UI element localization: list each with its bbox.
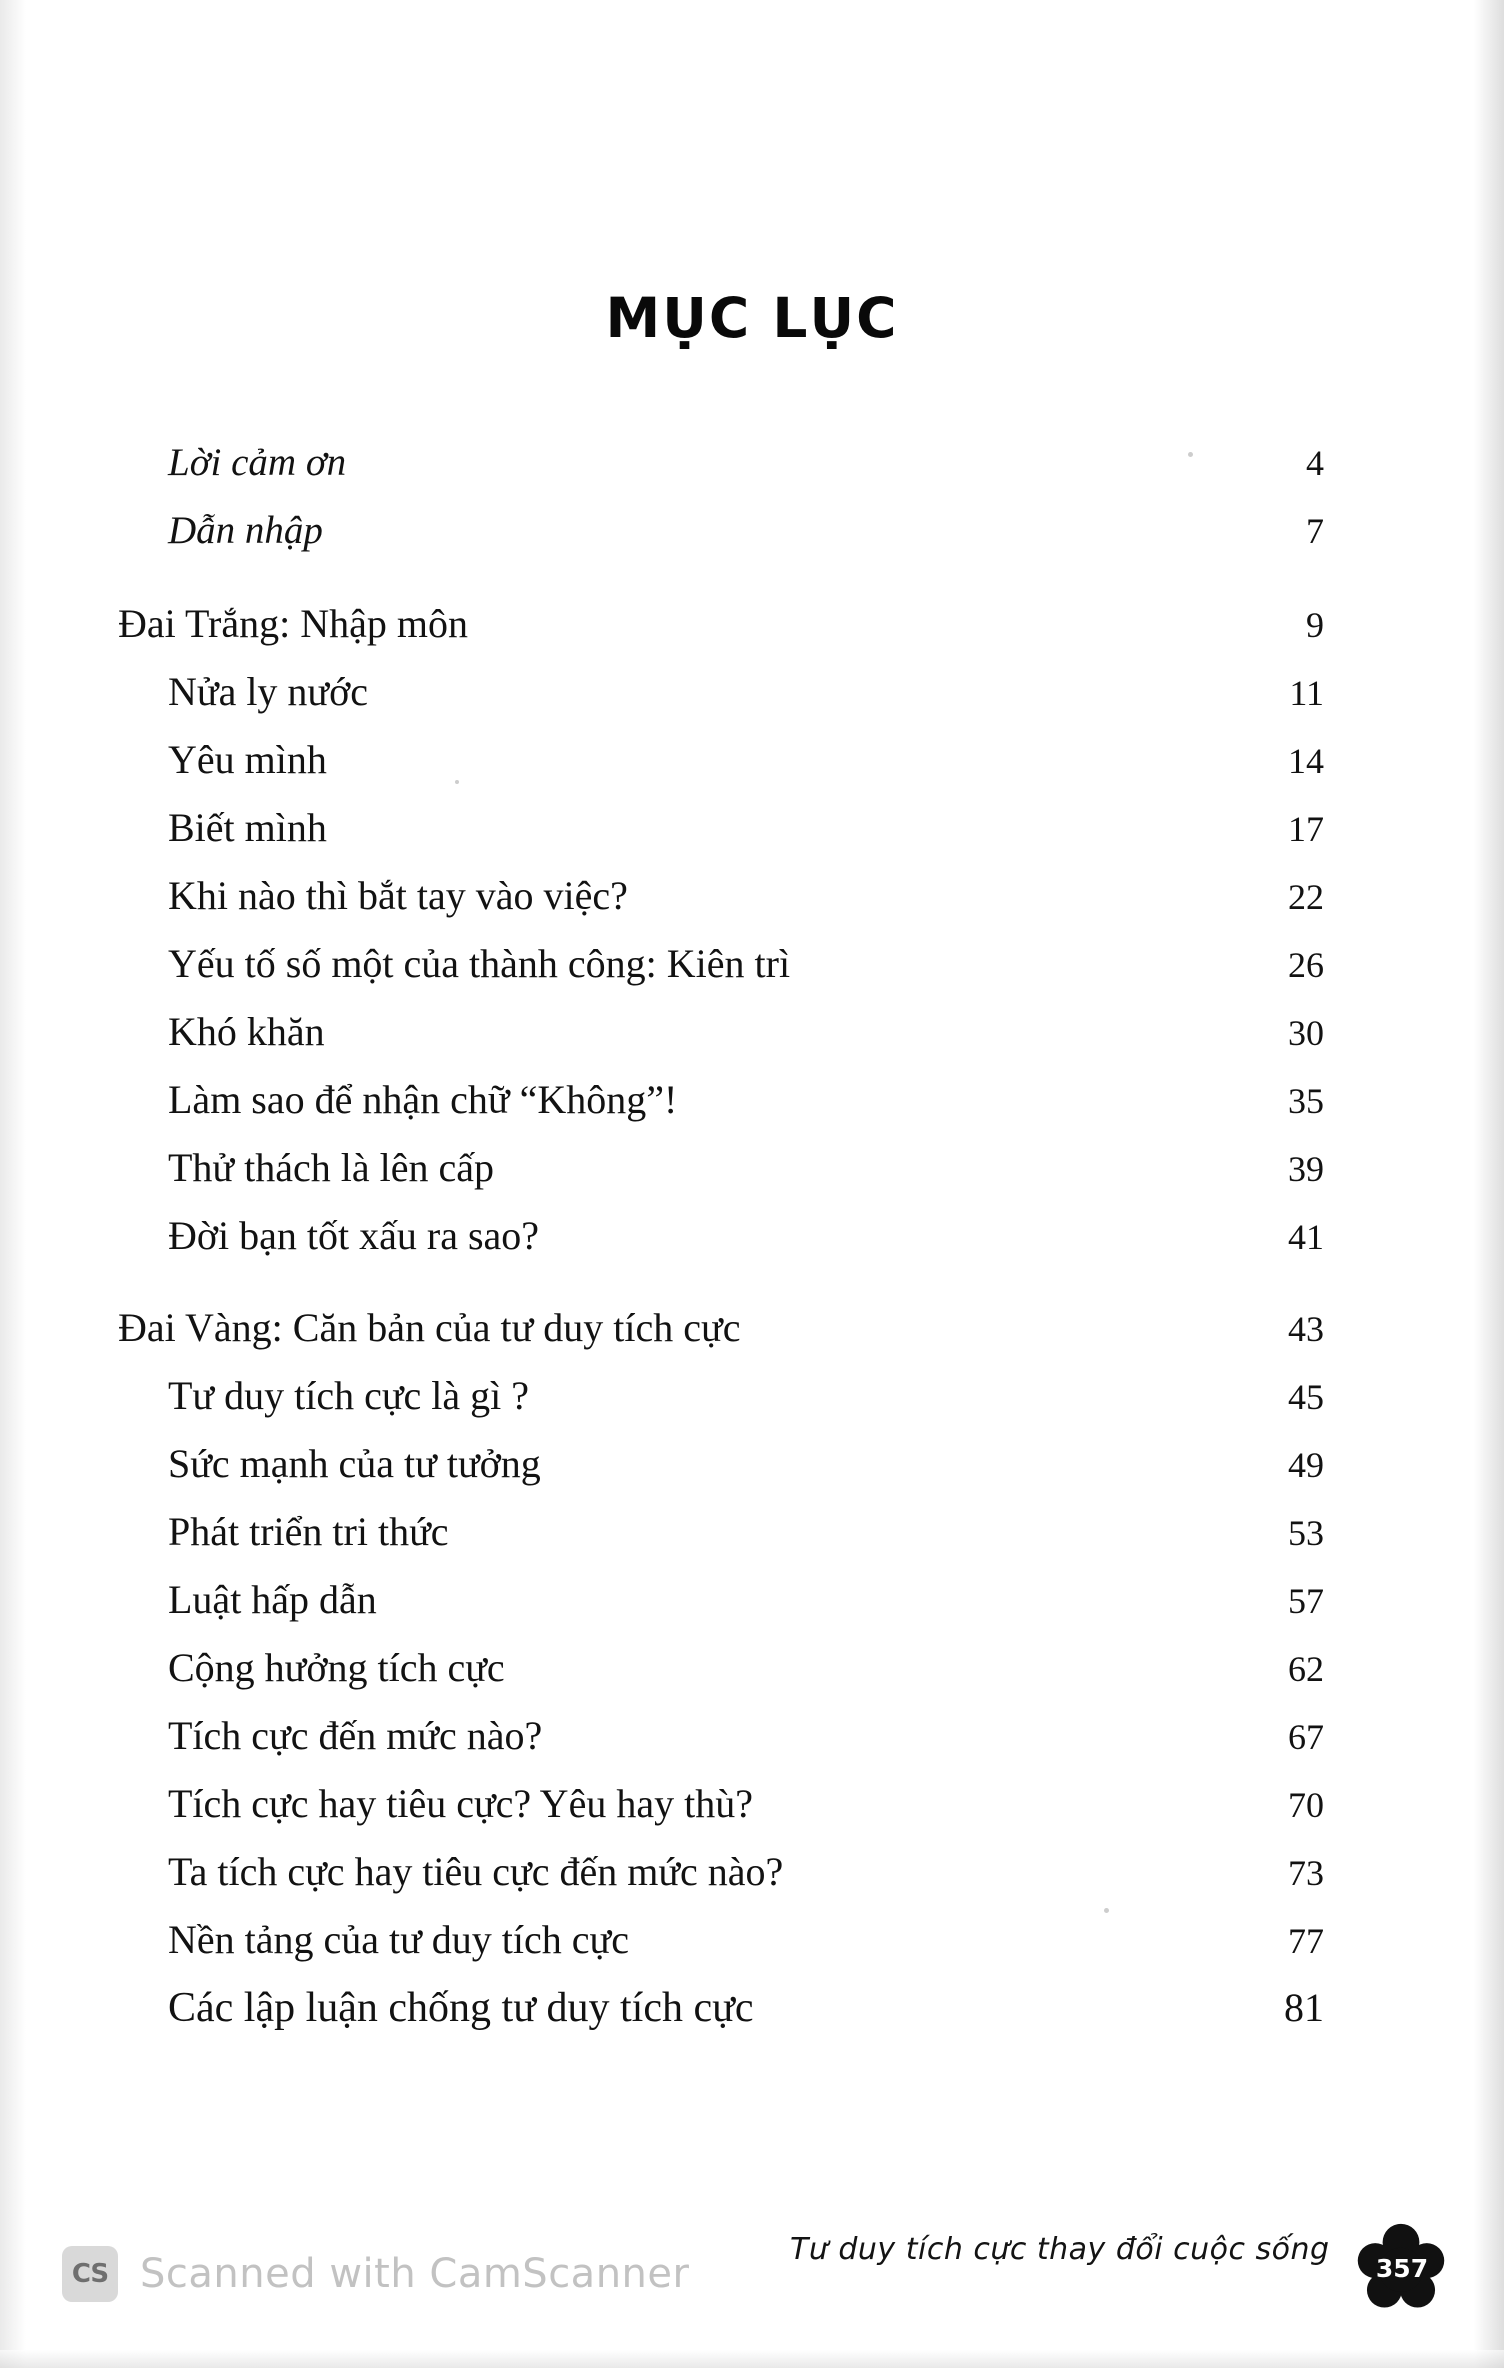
toc-entry-label: Các lập luận chống tư duy tích cực	[168, 1985, 754, 2031]
toc-entry-label: Cộng hưởng tích cực	[168, 1645, 505, 1690]
toc-entry[interactable]	[118, 1780, 1386, 1848]
toc-entry-page: 62	[1288, 1649, 1324, 1689]
toc-entry-page: 70	[1288, 1785, 1324, 1825]
toc-entry[interactable]	[118, 1712, 1386, 1780]
toc-entry-label: Tích cực hay tiêu cực? Yêu hay thù?	[168, 1781, 753, 1826]
footer-page-badge	[1355, 2222, 1447, 2314]
toc-entry-page: 39	[1288, 1149, 1324, 1189]
toc-entry-label: Khó khăn	[168, 1009, 325, 1054]
toc-entry-label: Làm sao để nhận chữ “Không”!	[168, 1077, 678, 1122]
toc-entry[interactable]	[118, 668, 1386, 736]
toc-entry-page: 9	[1306, 605, 1324, 645]
toc-entry-page: 7	[1306, 511, 1324, 551]
toc-entry-label: Biết mình	[168, 805, 327, 850]
toc-entry[interactable]	[118, 872, 1386, 940]
toc-entry-label: Thử thách là lên cấp	[168, 1145, 494, 1190]
toc-entry-label: Đời bạn tốt xấu ra sao?	[168, 1213, 540, 1258]
toc-entry-page: 53	[1288, 1513, 1324, 1553]
toc-entry[interactable]	[118, 1440, 1386, 1508]
toc-entry-label: Phát triển tri thức	[168, 1509, 449, 1554]
toc-entry-page: 81	[1284, 1985, 1324, 2030]
toc-entry-label: Tích cực đến mức nào?	[168, 1713, 543, 1758]
toc-entry-label: Yếu tố số một của thành công: Kiên trì	[168, 941, 791, 986]
camscanner-logo-icon: CS	[62, 2246, 118, 2302]
toc-entry-page: 41	[1288, 1217, 1324, 1257]
toc-entry[interactable]	[118, 1212, 1386, 1280]
toc-entry-page: 77	[1288, 1921, 1324, 1961]
toc-entry-page: 45	[1288, 1377, 1324, 1417]
toc-entry-label: Lời cảm ơn	[168, 441, 347, 484]
toc-entry-label: Ta tích cực hay tiêu cực đến mức nào?	[168, 1849, 784, 1894]
camscanner-watermark	[62, 2246, 689, 2302]
toc-entry-label: Luật hấp dẫn	[168, 1577, 377, 1622]
toc-entry-label: Khi nào thì bắt tay vào việc?	[168, 873, 628, 918]
toc-entry[interactable]	[118, 736, 1386, 804]
toc-entry[interactable]	[118, 1144, 1386, 1212]
toc-entry[interactable]	[118, 508, 1386, 576]
toc-entry[interactable]	[118, 1848, 1386, 1916]
toc-entry-page: 22	[1288, 877, 1324, 917]
toc-entry-label: Dẫn nhập	[168, 509, 323, 552]
table-of-contents	[118, 440, 1386, 2052]
toc-entry[interactable]	[118, 1916, 1386, 1984]
toc-entry[interactable]	[118, 1304, 1386, 1372]
toc-entry-page: 26	[1288, 945, 1324, 985]
toc-entry-page: 73	[1288, 1853, 1324, 1893]
toc-entry-page: 30	[1288, 1013, 1324, 1053]
toc-entry[interactable]	[118, 1644, 1386, 1712]
page-title: MỤC LỤC	[605, 286, 899, 350]
toc-entry-label: Đai Vàng: Căn bản của tư duy tích cực	[118, 1305, 741, 1350]
toc-entry-page: 49	[1288, 1445, 1324, 1485]
toc-entry[interactable]	[118, 940, 1386, 1008]
toc-entry-page: 57	[1288, 1581, 1324, 1621]
toc-entry-label: Đai Trắng: Nhập môn	[118, 601, 468, 646]
toc-entry[interactable]	[118, 440, 1386, 508]
toc-entry-label: Sức mạnh của tư tưởng	[168, 1441, 541, 1486]
toc-entry-page: 17	[1288, 809, 1324, 849]
toc-entry-label: Tư duy tích cực là gì ?	[168, 1373, 530, 1418]
toc-entry[interactable]	[118, 1372, 1386, 1440]
toc-entry[interactable]	[118, 1508, 1386, 1576]
toc-entry-page: 67	[1288, 1717, 1324, 1757]
footer-running-head: Tư duy tích cực thay đổi cuộc sống	[790, 2232, 1330, 2267]
toc-entry[interactable]	[118, 600, 1386, 668]
toc-entry-label: Nửa ly nước	[168, 669, 369, 714]
toc-entry-page: 4	[1306, 443, 1324, 483]
toc-entry[interactable]	[118, 1008, 1386, 1076]
toc-entry[interactable]	[118, 1984, 1386, 2052]
camscanner-watermark-text: Scanned with CamScanner	[140, 2251, 690, 2297]
toc-entry-page: 35	[1288, 1081, 1324, 1121]
toc-entry-label: Nền tảng của tư duy tích cực	[168, 1917, 629, 1962]
footer-page-number: 357	[1375, 2253, 1429, 2283]
toc-entry-page: 11	[1289, 673, 1324, 713]
toc-entry[interactable]	[118, 1076, 1386, 1144]
toc-entry-page: 14	[1288, 741, 1324, 781]
toc-entry-page: 43	[1288, 1309, 1324, 1349]
toc-entry[interactable]	[118, 804, 1386, 872]
toc-entry-label: Yêu mình	[168, 737, 327, 782]
toc-entry[interactable]	[118, 1576, 1386, 1644]
